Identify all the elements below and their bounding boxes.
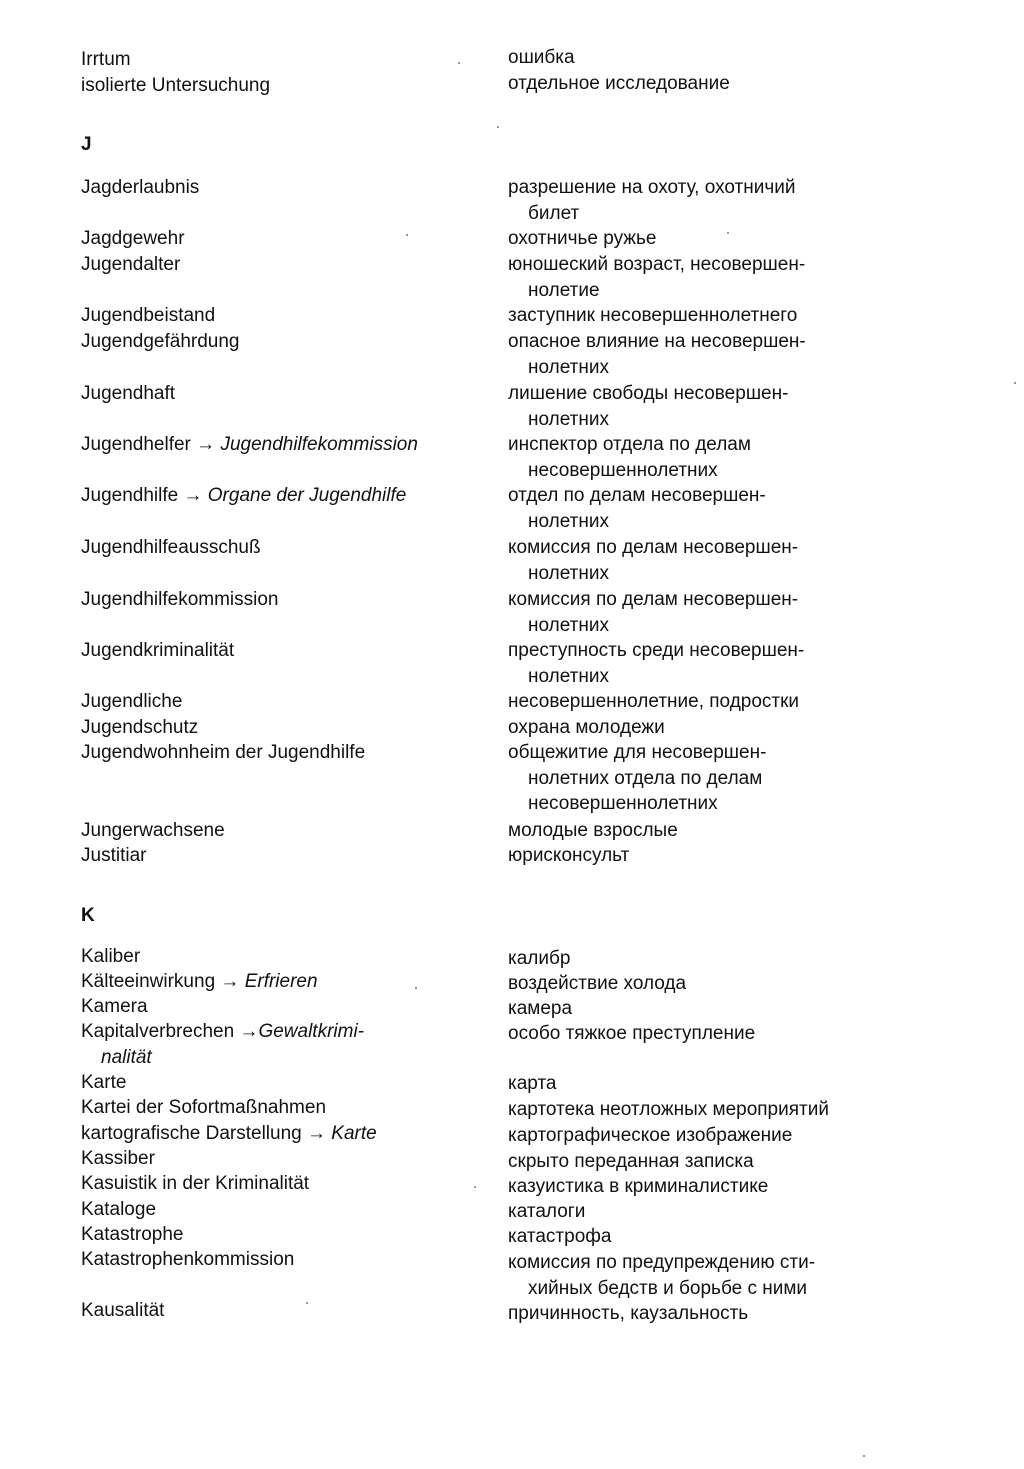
- section-letter-j: J: [81, 134, 92, 155]
- entry-de-jugendschutz: Jugendschutz: [81, 717, 199, 738]
- entry-de-jugendhilfekommission: Jugendhilfekommission: [81, 589, 279, 610]
- scan-speck: [863, 1455, 865, 1457]
- entry-de-jugendwohnheim: Jugendwohnheim der Jugendhilfe: [81, 742, 366, 763]
- entry-ru-irrtum: ошибка: [508, 47, 575, 68]
- entry-de-jagderlaubnis: Jagderlaubnis: [81, 177, 200, 198]
- entry-de-kataloge: Kataloge: [81, 1199, 157, 1220]
- entry-de-kaelteeinwirkung: Kälteeinwirkung → Erfrieren: [81, 971, 318, 992]
- entry-ru-jugendschutz: охрана молодежи: [508, 717, 665, 738]
- entry-de-jugendkriminalitaet: Jugendkriminalität: [81, 640, 235, 661]
- entry-de-jungerwachsene: Jungerwachsene: [81, 820, 225, 841]
- entry-ru-justitiar: юрисконсульт: [508, 845, 630, 866]
- entry-de-jugendhilfe: Jugendhilfe → Organe der Jugendhilfe: [81, 485, 407, 506]
- cross-reference: Gewaltkrimi-: [258, 1021, 364, 1042]
- entry-de-jugendgefaehrdung: Jugendgefährdung: [81, 331, 240, 352]
- entry-ru-kamera: камера: [508, 998, 573, 1019]
- cross-reference: Organe der Jugendhilfe: [207, 485, 407, 506]
- entry-de-jugendbeistand: Jugendbeistand: [81, 305, 216, 326]
- entry-de-jugendhaft: Jugendhaft: [81, 383, 176, 404]
- scan-speck: [727, 232, 729, 234]
- arrow-icon: →: [239, 1021, 259, 1042]
- entry-ru-kasuistik: казуистика в криминалистике: [508, 1176, 769, 1197]
- entry-de-kartografische-darstellung: kartografische Darstellung → Karte: [81, 1123, 377, 1144]
- entry-de-irrtum: Irrtum: [81, 49, 131, 70]
- scan-speck: [1014, 382, 1016, 384]
- entry-ru-karte: карта: [508, 1073, 557, 1094]
- entry-ru-kartografische-darstellung: картографическое изображение: [508, 1125, 793, 1146]
- entry-ru-kartei: картотека неотложных мероприятий: [508, 1099, 829, 1120]
- entry-ru-jugendbeistand: заступник несовершеннолетнего: [508, 305, 798, 326]
- entry-ru-kaelteeinwirkung: воздействие холода: [508, 973, 687, 994]
- entry-ru-jugendkriminalitaet: преступность среди несовершен- нолетних: [508, 640, 805, 687]
- entry-de-jagdgewehr: Jagdgewehr: [81, 228, 185, 249]
- entry-de-karte: Karte: [81, 1072, 127, 1093]
- entry-de-jugendalter: Jugendalter: [81, 254, 181, 275]
- scan-speck: [497, 126, 499, 128]
- entry-ru-kataloge: каталоги: [508, 1201, 586, 1222]
- entry-ru-jugendgefaehrdung: опасное влияние на несовершен- нолетних: [508, 331, 806, 378]
- cross-reference-cont: nalität: [101, 1046, 152, 1068]
- entry-de-kassiber: Kassiber: [81, 1148, 155, 1169]
- cross-reference: Jugendhilfekommission: [220, 434, 418, 455]
- entry-ru-jugendwohnheim: общежитие для несовершен- нолетних отдела по делам несовершеннолетних: [508, 742, 767, 815]
- scan-speck: [458, 62, 460, 64]
- entry-de-jugendhelfer: Jugendhelfer → Jugendhilfekommission: [81, 434, 418, 455]
- entry-de-katastrophenkommission: Katastrophenkommission: [81, 1249, 295, 1270]
- entry-ru-jugendhaft: лишение свободы несовершен- нолетних: [508, 383, 789, 430]
- entry-ru-kausalitaet: причинность, каузальность: [508, 1303, 749, 1324]
- entry-de-kamera: Kamera: [81, 996, 148, 1017]
- entry-de-jugendhilfeausschuss: Jugendhilfeausschuß: [81, 537, 261, 558]
- entry-de-isolierte-untersuchung: isolierte Untersuchung: [81, 75, 271, 96]
- entry-ru-kapitalverbrechen: особо тяжкое преступление: [508, 1023, 756, 1044]
- entry-ru-jagderlaubnis: разрешение на охоту, охотничий билет: [508, 177, 796, 224]
- arrow-icon: →: [196, 434, 216, 455]
- entry-ru-katastrophe: катастрофа: [508, 1226, 612, 1247]
- entry-ru-jagdgewehr: охотничье ружье: [508, 228, 657, 249]
- cross-reference: Erfrieren: [244, 971, 318, 992]
- entry-de-kaliber: Kaliber: [81, 946, 141, 967]
- entry-de-katastrophe: Katastrophe: [81, 1224, 184, 1245]
- entry-ru-isolierte-untersuchung: отдельное исследование: [508, 73, 730, 94]
- entry-ru-katastrophenkommission: комиссия по предупреждению сти- хийных бедств и борьбе с ними: [508, 1252, 816, 1299]
- entry-de-kasuistik: Kasuistik in der Kriminalität: [81, 1173, 310, 1194]
- entry-ru-jugendhilfe: отдел по делам несовершен- нолетних: [508, 485, 766, 532]
- section-letter-k: K: [81, 905, 95, 926]
- scan-speck: [406, 234, 408, 236]
- entry-ru-jungerwachsene: молодые взрослые: [508, 820, 678, 841]
- entry-de-kausalitaet: Kausalität: [81, 1300, 165, 1321]
- entry-de-kapitalverbrechen: Kapitalverbrechen →Gewaltkrimi- nalität: [81, 1019, 481, 1070]
- entry-de-jugendliche: Jugendliche: [81, 691, 183, 712]
- entry-de-justitiar: Justitiar: [81, 845, 147, 866]
- entry-ru-jugendhilfeausschuss: комиссия по делам несовершен- нолетних: [508, 537, 799, 584]
- entry-ru-jugendalter: юношеский возраст, несовершен- нолетие: [508, 254, 806, 301]
- entry-ru-kaliber: калибр: [508, 948, 571, 969]
- entry-ru-jugendhilfekommission: комиссия по делам несовершен- нолетних: [508, 589, 799, 636]
- entry-ru-jugendhelfer: инспектор отдела по делам несовершеннолетних: [508, 434, 751, 481]
- scan-speck: [474, 1186, 476, 1188]
- entry-de-kartei: Kartei der Sofortmaßnahmen: [81, 1097, 327, 1118]
- scan-speck: [415, 987, 417, 989]
- arrow-icon: →: [183, 485, 203, 506]
- entry-ru-kassiber: скрыто переданная записка: [508, 1151, 754, 1172]
- entry-ru-jugendliche: несовершеннолетние, подростки: [508, 691, 800, 712]
- arrow-icon: →: [220, 971, 240, 992]
- cross-reference: Karte: [331, 1123, 377, 1144]
- scan-speck: [306, 1302, 308, 1304]
- arrow-icon: →: [307, 1123, 326, 1144]
